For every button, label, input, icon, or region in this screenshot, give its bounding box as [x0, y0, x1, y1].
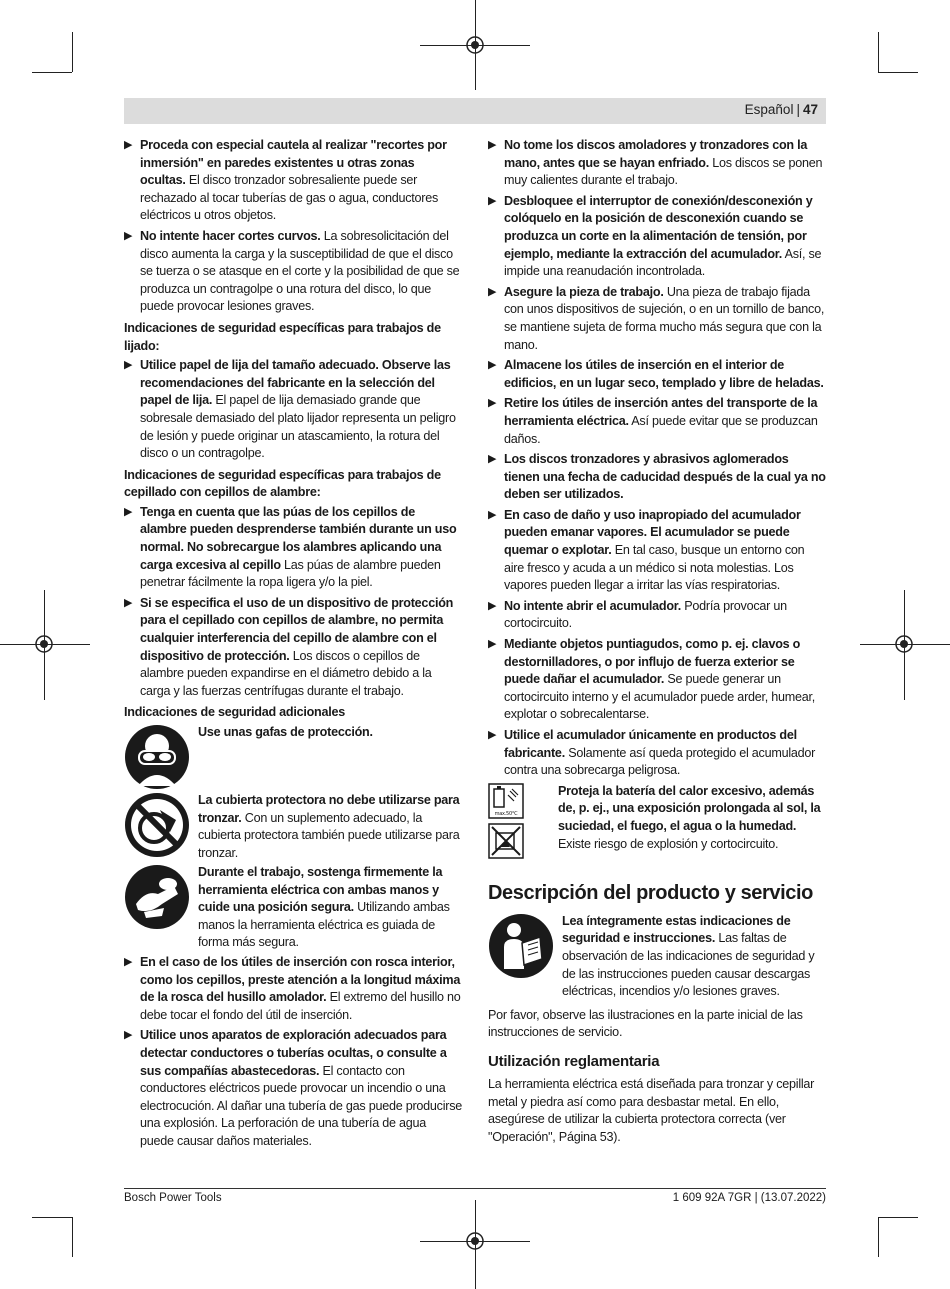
- battery-warning: [488, 783, 826, 859]
- icon-item-text: Con un suplemento adecuado, la cubierta protectora también puede utilizarse para tronzar.: [198, 810, 460, 860]
- battery-heat-icon: [488, 783, 524, 819]
- icon-item-text: Utilizando ambas manos la herramienta eléctrica es guiada de forma más segura.: [198, 900, 450, 950]
- manual-block-text: Las faltas de observación de las indicaciones de seguridad y de las instrucciones pueden causar descargas eléctricas, incendios y/o lesiones graves.: [562, 931, 815, 999]
- read-manual-icon: [488, 913, 554, 1001]
- bullet-arrow-icon: ▶: [488, 638, 497, 651]
- item-text: Así, se impide una reanudación incontrolada.: [504, 246, 822, 279]
- bullet-arrow-icon: ▶: [124, 956, 133, 968]
- item-text: El contacto con conductores eléctricos puede provocar un incendio o una electrocución. Al dañar una tubería de gas puede producirse una explosión. La perforación de una tubería de agua puede causar daños materiales.: [140, 1063, 463, 1148]
- list-item: [488, 357, 826, 392]
- battery-heat-label: max.50°C: [494, 810, 518, 817]
- no-guard-cutting-icon: [124, 792, 190, 864]
- icon-item: [124, 724, 462, 792]
- item-text: Así puede evitar que se produzcan daños.: [504, 413, 818, 446]
- bullet-arrow-icon: ▶: [488, 397, 497, 410]
- left-column: [124, 137, 462, 1154]
- list-item: [488, 193, 826, 281]
- footer-document-id: 1 609 92A 7GR | (13.07.2022): [672, 1192, 826, 1204]
- list-item: [124, 137, 462, 225]
- item-bold: Desbloquee el interruptor de conexión/desconexión y colóquelo en la posición de desconexión cuando se produzca un corte en la alimentación de tensión, por ejemplo, mediante la extracción del acumulador.: [504, 193, 813, 261]
- item-text: En tal caso, busque un entorno con aire fresco y acuda a un médico si nota molestias. Los vapores pueden llegar a irritar las vías respiratorias.: [504, 543, 805, 593]
- item-text: Los discos o cepillos de alambre pueden expandirse en el diámetro debido a la carga y las fuerzas centrífugas durante el trabajo.: [140, 648, 432, 698]
- bullet-arrow-icon: ▶: [124, 139, 133, 151]
- crop-mark: [878, 1217, 879, 1257]
- list-item: [488, 284, 826, 354]
- item-bold: No tome los discos amoladores y tronzadores con la mano, antes que se hayan enfriado.: [504, 138, 808, 170]
- icon-item-bold: Use unas gafas de protección.: [198, 725, 373, 739]
- item-text: El papel de lija demasiado grande que sobresale demasiado del plato lijador representa un peligro de lesión y puede originar un atascamiento, la rotura del disco o un contragolpe.: [140, 393, 456, 461]
- footer-brand: Bosch Power Tools: [124, 1192, 222, 1204]
- subsection-title: Utilización reglamentaria: [488, 1052, 660, 1070]
- item-bold: Tenga en cuenta que las púas de los cepillos de alambre pueden desprenderse también durante un uso normal. No sobrecargue los alambres aplicando una carga excesiva al cepillo: [140, 504, 457, 572]
- goggles-icon: [124, 724, 190, 792]
- bullet-arrow-icon: ▶: [488, 508, 497, 521]
- item-bold: En caso de daño y uso inapropiado del acumulador pueden emanar vapores. El acumulador se puede quemar o explotar.: [504, 507, 801, 558]
- crop-mark: [878, 32, 879, 72]
- item-bold: En el caso de los útiles de inserción con rosca interior, como los cepillos, preste atención a la longitud máxima de la rosca del husillo amolador.: [140, 955, 461, 1005]
- list-item: [124, 1027, 462, 1150]
- two-hands-grip-icon: [124, 864, 190, 954]
- heading-sanding: Indicaciones de seguridad específicas para trabajos de lijado:: [124, 320, 441, 353]
- bullet-arrow-icon: ▶: [488, 729, 497, 741]
- registration-mark-icon: [464, 1230, 486, 1252]
- item-bold: Almacene los útiles de inserción en el interior de edificios, en un lugar seco, templado y libre de heladas.: [504, 358, 824, 390]
- list-item: [488, 636, 826, 724]
- heading-brushing: Indicaciones de seguridad específicas para trabajos de cepillado con cepillos de alambre:: [124, 467, 441, 500]
- bullet-arrow-icon: ▶: [124, 359, 133, 372]
- crop-mark: [32, 72, 72, 73]
- heading-additional: Indicaciones de seguridad adicionales: [124, 705, 346, 720]
- list-item: [124, 954, 462, 1024]
- bullet-arrow-icon: ▶: [124, 596, 133, 609]
- bullet-arrow-icon: ▶: [124, 505, 133, 518]
- icon-item: [124, 792, 462, 864]
- item-bold: Retire los útiles de inserción antes del transporte de la herramienta eléctrica.: [504, 396, 818, 428]
- manual-block-bold: Lea íntegramente estas indicaciones de seguridad e instrucciones.: [562, 913, 791, 946]
- registration-mark-icon: [464, 34, 486, 56]
- bullet-arrow-icon: ▶: [488, 285, 497, 298]
- page-header: [124, 98, 826, 124]
- battery-warning-text: Existe riesgo de explosión y cortocircuito.: [558, 836, 779, 851]
- list-item: [488, 598, 826, 633]
- list-item: [124, 357, 462, 463]
- item-bold: Mediante objetos puntiagudos, como p. ej. clavos o destornilladores, o por influjo de fuerza exterior se puede dañar el acumulador.: [504, 637, 801, 687]
- crop-mark: [878, 72, 918, 73]
- item-text: Se puede generar un cortocircuito interno y el acumulador puede arder, humear, explotar o sobrecalentarse.: [504, 672, 816, 722]
- footer-divider: [124, 1188, 826, 1189]
- list-item: [488, 451, 826, 504]
- item-text: La sobresolicitación del disco aumenta la carga y la susceptibilidad de que el disco se tuerza o se atasque en el corte y la posibilidad de que se produzca un contragolpe o una rotura del disco, lo que puede provocar lesiones graves.: [140, 228, 460, 314]
- list-item: [488, 507, 826, 595]
- header-language: Español: [744, 102, 794, 117]
- item-bold: Los discos tronzadores y abrasivos aglomerados tienen una fecha de caducidad después de la cual ya no deben ser utilizados.: [504, 452, 826, 502]
- header-separator: |: [796, 102, 800, 117]
- list-item: [124, 504, 462, 592]
- crop-mark: [32, 1217, 72, 1218]
- list-item: [488, 137, 826, 190]
- item-text: Una pieza de trabajo fijada con unos dispositivos de sujeción, o en un tornillo de banco, se mantiene sujeta de forma mucho más segura que con la mano.: [504, 284, 825, 352]
- item-text: Podría provocar un cortocircuito.: [504, 598, 787, 631]
- item-text: Los discos se ponen muy calientes durante el trabajo.: [504, 155, 823, 188]
- registration-mark-icon: [893, 633, 915, 655]
- header-text: [745, 102, 818, 117]
- icon-item-bold: La cubierta protectora no debe utilizarse para tronzar.: [198, 793, 460, 825]
- no-water-fire-icon: [488, 823, 524, 859]
- item-text: Solamente así queda protegido el acumulador contra una sobrecarga peligrosa.: [504, 745, 816, 778]
- item-bold: Utilice papel de lija del tamaño adecuado. Observe las recomendaciones del fabricante en la selección del papel de lija.: [140, 358, 451, 408]
- item-bold: No intente abrir el acumulador.: [504, 598, 681, 613]
- bullet-arrow-icon: ▶: [488, 599, 497, 612]
- item-text: Las púas de alambre pueden penetrar fácilmente la ropa ligera y/o la piel.: [140, 557, 441, 590]
- item-text: El extremo del husillo no debe tocar el fondo del útil de inserción.: [140, 990, 461, 1022]
- page-number: 47: [802, 102, 818, 117]
- item-bold: Utilice unos aparatos de exploración adecuados para detectar conductores o tuberías ocultas, o consulte a sus compañías abastecedoras.: [140, 1028, 447, 1078]
- icon-item-bold: Durante el trabajo, sostenga firmemente la herramienta eléctrica con ambas manos y cuide una posición segura.: [198, 865, 443, 915]
- paragraph-illustrations: Por favor, observe las ilustraciones en la parte inicial de las instrucciones de servicio.: [488, 1007, 803, 1040]
- registration-mark-icon: [33, 633, 55, 655]
- item-bold: Proceda con especial cautela al realizar "recortes por inmersión" en paredes existentes u otras zonas ocultas.: [140, 138, 447, 188]
- bullet-arrow-icon: ▶: [488, 453, 497, 466]
- read-manual-block: [488, 913, 826, 1001]
- paragraph-usage: La herramienta eléctrica está diseñada para tronzar y cepillar metal y piedra así como para desbastar metal. En ello, asegúrese de utilizar la cubierta protectora correcta (ver "Operación", Página 53).: [488, 1076, 815, 1144]
- item-bold: No intente hacer cortes curvos.: [140, 228, 321, 243]
- bullet-arrow-icon: ▶: [488, 359, 497, 372]
- item-bold: Asegure la pieza de trabajo.: [504, 284, 664, 299]
- bullet-arrow-icon: ▶: [488, 139, 497, 151]
- list-item: [488, 727, 826, 780]
- item-bold: Si se especifica el uso de un dispositivo de protección para el cepillado con cepillos de alambre, no permita cualquier interferencia del cepillo de alambre con el dispositivo de protección.: [140, 595, 454, 663]
- section-title: Descripción del producto y servicio: [488, 881, 813, 904]
- item-bold: Utilice el acumulador únicamente en productos del fabricante.: [504, 728, 797, 760]
- bullet-arrow-icon: ▶: [124, 229, 133, 242]
- right-column: [488, 137, 826, 1150]
- bullet-arrow-icon: ▶: [124, 1029, 133, 1042]
- crop-mark: [72, 1217, 73, 1257]
- icon-item: [124, 864, 462, 954]
- item-text: El disco tronzador sobresaliente puede ser rechazado al tocar tuberías de gas o agua, conductores eléctricos u otros objetos.: [140, 173, 439, 223]
- list-item: [124, 228, 462, 316]
- crop-mark: [878, 1217, 918, 1218]
- battery-warning-bold: Proteja la batería del calor excesivo, además de, p. ej., una exposición prolongada al sol, la suciedad, el fuego, el agua o la humedad.: [558, 783, 821, 833]
- crop-mark: [72, 32, 73, 72]
- list-item: [488, 395, 826, 448]
- bullet-arrow-icon: ▶: [488, 194, 497, 207]
- list-item: [124, 595, 462, 701]
